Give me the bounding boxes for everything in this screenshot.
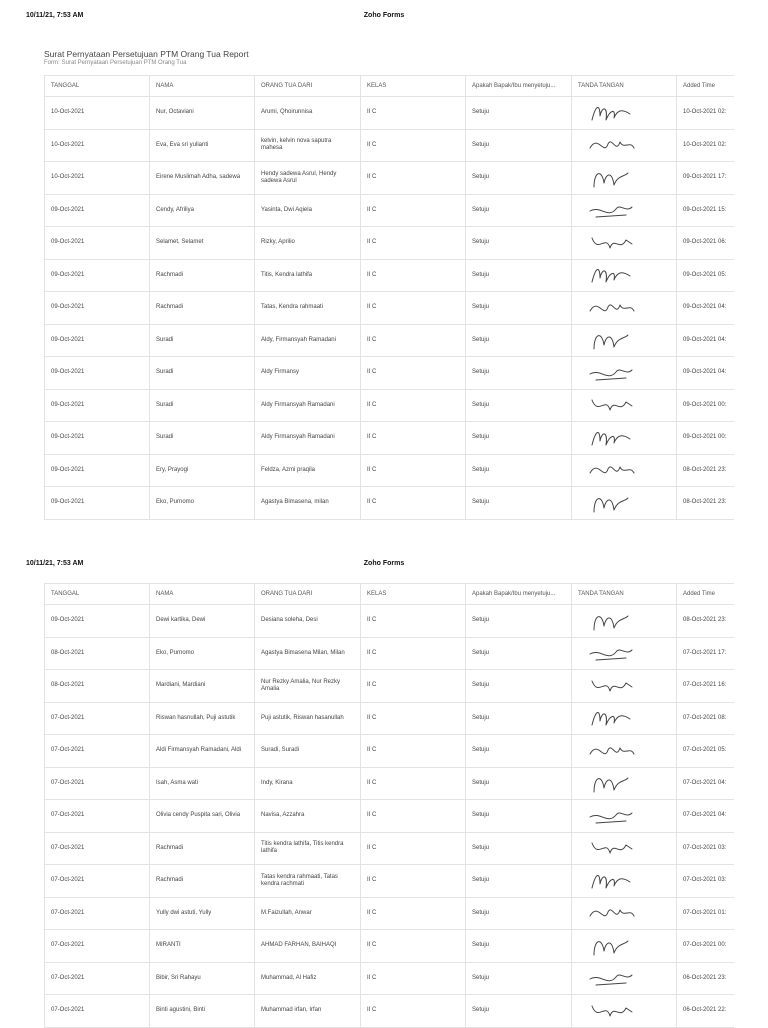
signature-image <box>586 868 638 894</box>
report-table-wrap <box>44 75 734 520</box>
table-row <box>45 930 735 963</box>
cell-orang-tua: Agastya Bimasena, milan <box>255 487 361 520</box>
table-row <box>45 97 735 130</box>
cell-kelas: II C <box>361 670 466 703</box>
table-row <box>45 292 735 325</box>
cell-tanda-tangan <box>572 324 677 357</box>
signature-image <box>586 803 638 829</box>
table-body <box>45 97 735 520</box>
report-table <box>44 75 734 520</box>
cell-nama: Binti agustini, Binti <box>150 995 255 1028</box>
cell-orang-tua: Agastya Bimasena Milan, Milan <box>255 637 361 670</box>
cell-tanggal: 08-Oct-2021 <box>45 670 150 703</box>
cell-persetujuan: Setuju <box>466 735 572 768</box>
cell-added-time: 07-Oct-2021 05: <box>677 735 735 768</box>
cell-tanda-tangan <box>572 832 677 865</box>
cell-kelas: II C <box>361 324 466 357</box>
cell-added-time: 09-Oct-2021 04: <box>677 292 735 325</box>
cell-tanggal: 09-Oct-2021 <box>45 422 150 455</box>
col-header-kelas: KELAS <box>361 76 466 97</box>
cell-persetujuan: Setuju <box>466 227 572 260</box>
table-row <box>45 227 735 260</box>
table-body <box>45 605 735 1028</box>
cell-persetujuan: Setuju <box>466 389 572 422</box>
cell-orang-tua: Aldy Firmansyah Ramadani <box>255 422 361 455</box>
cell-nama: Dewi kartika, Dewi <box>150 605 255 638</box>
header-row <box>45 584 735 605</box>
cell-added-time: 10-Oct-2021 02: <box>677 129 735 162</box>
cell-tanda-tangan <box>572 865 677 898</box>
signature-image <box>586 425 638 451</box>
cell-orang-tua: Indy, Kirana <box>255 767 361 800</box>
cell-added-time: 09-Oct-2021 15: <box>677 194 735 227</box>
header-row <box>45 76 735 97</box>
cell-added-time: 08-Oct-2021 23: <box>677 605 735 638</box>
cell-persetujuan: Setuju <box>466 454 572 487</box>
cell-orang-tua: Titis, Kendra lathifa <box>255 259 361 292</box>
cell-kelas: II C <box>361 767 466 800</box>
cell-persetujuan: Setuju <box>466 897 572 930</box>
cell-kelas: II C <box>361 735 466 768</box>
cell-tanda-tangan <box>572 897 677 930</box>
cell-orang-tua: Navisa, Azzahra <box>255 800 361 833</box>
cell-tanggal: 10-Oct-2021 <box>45 162 150 195</box>
col-header-orang-tua: ORANG TUA DARI <box>255 76 361 97</box>
cell-nama: Cendy, Afriliya <box>150 194 255 227</box>
col-header-tanda-tangan: TANDA TANGAN <box>572 584 677 605</box>
cell-kelas: II C <box>361 897 466 930</box>
table-row <box>45 259 735 292</box>
cell-kelas: II C <box>361 259 466 292</box>
col-header-added-time: Added Time <box>677 584 735 605</box>
cell-tanda-tangan <box>572 129 677 162</box>
signature-image <box>586 100 638 126</box>
cell-tanggal: 09-Oct-2021 <box>45 487 150 520</box>
cell-tanggal: 09-Oct-2021 <box>45 259 150 292</box>
cell-persetujuan: Setuju <box>466 194 572 227</box>
cell-kelas: II C <box>361 129 466 162</box>
table-row <box>45 454 735 487</box>
signature-image <box>586 197 638 223</box>
col-header-nama: NAMA <box>150 76 255 97</box>
cell-persetujuan: Setuju <box>466 259 572 292</box>
signature-image <box>586 490 638 516</box>
cell-persetujuan: Setuju <box>466 129 572 162</box>
cell-kelas: II C <box>361 865 466 898</box>
report-table <box>44 583 734 1028</box>
table-row <box>45 962 735 995</box>
cell-added-time: 07-Oct-2021 16: <box>677 670 735 703</box>
form-name: Surat Pernyataan Persetujuan PTM Orang Tua <box>61 60 187 66</box>
cell-added-time: 07-Oct-2021 04: <box>677 800 735 833</box>
table-header <box>45 76 735 97</box>
cell-nama: Nur, Octaviani <box>150 97 255 130</box>
signature-image <box>586 770 638 796</box>
table-row <box>45 129 735 162</box>
cell-persetujuan: Setuju <box>466 962 572 995</box>
table-row <box>45 389 735 422</box>
table-row <box>45 422 735 455</box>
cell-persetujuan: Setuju <box>466 487 572 520</box>
col-header-nama: NAMA <box>150 584 255 605</box>
signature-image <box>586 295 638 321</box>
cell-kelas: II C <box>361 292 466 325</box>
cell-added-time: 07-Oct-2021 03: <box>677 865 735 898</box>
cell-kelas: II C <box>361 389 466 422</box>
table-row <box>45 897 735 930</box>
cell-persetujuan: Setuju <box>466 605 572 638</box>
cell-added-time: 07-Oct-2021 17: <box>677 637 735 670</box>
cell-tanda-tangan <box>572 800 677 833</box>
cell-tanggal: 09-Oct-2021 <box>45 389 150 422</box>
signature-image <box>586 165 638 191</box>
cell-tanda-tangan <box>572 637 677 670</box>
cell-tanda-tangan <box>572 670 677 703</box>
table-row <box>45 162 735 195</box>
cell-tanda-tangan <box>572 995 677 1028</box>
cell-orang-tua: AHMAD FARHAN, BAIHAQI <box>255 930 361 963</box>
cell-tanggal: 09-Oct-2021 <box>45 194 150 227</box>
signature-image <box>586 738 638 764</box>
table-row <box>45 605 735 638</box>
cell-persetujuan: Setuju <box>466 292 572 325</box>
cell-tanggal: 09-Oct-2021 <box>45 227 150 260</box>
cell-nama: Rachmadi <box>150 259 255 292</box>
cell-tanggal: 08-Oct-2021 <box>45 637 150 670</box>
cell-persetujuan: Setuju <box>466 702 572 735</box>
col-header-tanggal: TANGGAL <box>45 76 150 97</box>
cell-tanda-tangan <box>572 227 677 260</box>
cell-tanggal: 07-Oct-2021 <box>45 897 150 930</box>
signature-image <box>586 900 638 926</box>
table-row <box>45 800 735 833</box>
cell-nama: Suradi <box>150 357 255 390</box>
cell-tanggal: 10-Oct-2021 <box>45 129 150 162</box>
cell-orang-tua: Arumi, Qhoirunnisa <box>255 97 361 130</box>
cell-tanda-tangan <box>572 97 677 130</box>
cell-tanda-tangan <box>572 605 677 638</box>
signature-image <box>586 705 638 731</box>
table-row <box>45 194 735 227</box>
cell-added-time: 07-Oct-2021 04: <box>677 767 735 800</box>
signature-image <box>586 673 638 699</box>
cell-nama: Olivia cendy Puspita sari, Olivia <box>150 800 255 833</box>
signature-image <box>586 132 638 158</box>
signature-image <box>586 457 638 483</box>
cell-persetujuan: Setuju <box>466 357 572 390</box>
cell-kelas: II C <box>361 637 466 670</box>
cell-orang-tua: Muhammad, Al Hafiz <box>255 962 361 995</box>
cell-orang-tua: Hendy sadewa Asrul, Hendy sadewa Asrul <box>255 162 361 195</box>
cell-tanggal: 07-Oct-2021 <box>45 865 150 898</box>
cell-persetujuan: Setuju <box>466 995 572 1028</box>
cell-added-time: 09-Oct-2021 06: <box>677 227 735 260</box>
cell-added-time: 09-Oct-2021 05: <box>677 259 735 292</box>
cell-nama: Suradi <box>150 324 255 357</box>
cell-kelas: II C <box>361 487 466 520</box>
cell-orang-tua: Feldza, Azmi praqila <box>255 454 361 487</box>
cell-orang-tua: Aldy, Firmansyah Ramadani <box>255 324 361 357</box>
report-table-wrap <box>44 583 734 1028</box>
cell-persetujuan: Setuju <box>466 324 572 357</box>
cell-kelas: II C <box>361 702 466 735</box>
cell-orang-tua: Desiana soleha, Desi <box>255 605 361 638</box>
form-label: Form: <box>44 60 60 66</box>
cell-persetujuan: Setuju <box>466 422 572 455</box>
report-form-line <box>44 60 186 66</box>
cell-kelas: II C <box>361 227 466 260</box>
signature-image <box>586 608 638 634</box>
cell-kelas: II C <box>361 97 466 130</box>
cell-added-time: 09-Oct-2021 17: <box>677 162 735 195</box>
cell-nama: Aldi Firmansyah Ramadani, Aldi <box>150 735 255 768</box>
print-header-app: Zoho Forms <box>363 12 405 19</box>
cell-tanggal: 07-Oct-2021 <box>45 767 150 800</box>
cell-tanggal: 09-Oct-2021 <box>45 357 150 390</box>
cell-tanda-tangan <box>572 735 677 768</box>
signature-image <box>586 262 638 288</box>
cell-added-time: 08-Oct-2021 23: <box>677 487 735 520</box>
cell-orang-tua: Tatas kendra rahmaati, Tatas kendra rachmati <box>255 865 361 898</box>
signature-image <box>586 998 638 1024</box>
table-header <box>45 584 735 605</box>
col-header-persetujuan: Apakah Bapak/Ibu menyetuju... <box>466 584 572 605</box>
cell-kelas: II C <box>361 605 466 638</box>
cell-kelas: II C <box>361 832 466 865</box>
cell-tanggal: 07-Oct-2021 <box>45 702 150 735</box>
table-row <box>45 865 735 898</box>
signature-image <box>586 835 638 861</box>
cell-nama: Eko, Purnomo <box>150 487 255 520</box>
cell-nama: Mardiani, Mardiani <box>150 670 255 703</box>
print-header-date: 10/11/21, 7:53 AM <box>26 12 84 19</box>
cell-persetujuan: Setuju <box>466 637 572 670</box>
cell-persetujuan: Setuju <box>466 800 572 833</box>
cell-added-time: 07-Oct-2021 03: <box>677 832 735 865</box>
col-header-kelas: KELAS <box>361 584 466 605</box>
cell-kelas: II C <box>361 800 466 833</box>
cell-tanggal: 09-Oct-2021 <box>45 605 150 638</box>
cell-nama: Yully dwi astuti, Yully <box>150 897 255 930</box>
cell-kelas: II C <box>361 162 466 195</box>
cell-tanda-tangan <box>572 292 677 325</box>
cell-kelas: II C <box>361 422 466 455</box>
cell-tanda-tangan <box>572 962 677 995</box>
table-row <box>45 995 735 1028</box>
cell-nama: Isah, Asma wati <box>150 767 255 800</box>
cell-orang-tua: Puji astutik, Riswan hasanullah <box>255 702 361 735</box>
table-row <box>45 637 735 670</box>
cell-tanggal: 07-Oct-2021 <box>45 962 150 995</box>
cell-kelas: II C <box>361 995 466 1028</box>
cell-orang-tua: Nur Rezky Amalia, Nur Rezky Amalia <box>255 670 361 703</box>
col-header-orang-tua: ORANG TUA DARI <box>255 584 361 605</box>
print-page-2 <box>0 548 768 1024</box>
cell-added-time: 07-Oct-2021 08: <box>677 702 735 735</box>
table-row <box>45 357 735 390</box>
signature-image <box>586 327 638 353</box>
table-row <box>45 487 735 520</box>
col-header-persetujuan: Apakah Bapak/Ibu menyetuju... <box>466 76 572 97</box>
print-header-date: 10/11/21, 7:53 AM <box>26 560 84 567</box>
cell-kelas: II C <box>361 357 466 390</box>
table-row <box>45 702 735 735</box>
cell-orang-tua: Yasinta, Dwi Aqiela <box>255 194 361 227</box>
cell-persetujuan: Setuju <box>466 832 572 865</box>
cell-persetujuan: Setuju <box>466 767 572 800</box>
signature-image <box>586 933 638 959</box>
cell-nama: Selamet, Selamet <box>150 227 255 260</box>
cell-added-time: 10-Oct-2021 02: <box>677 97 735 130</box>
cell-orang-tua: Aldy Firmansy <box>255 357 361 390</box>
cell-orang-tua: Muhammad irfan, Irfan <box>255 995 361 1028</box>
cell-persetujuan: Setuju <box>466 162 572 195</box>
print-header <box>0 12 768 24</box>
cell-tanggal: 07-Oct-2021 <box>45 930 150 963</box>
cell-orang-tua: Titis kendra lathifa, Titis kendra lathifa <box>255 832 361 865</box>
cell-nama: Bibir, Sri Rahayu <box>150 962 255 995</box>
cell-nama: MIRANTI <box>150 930 255 963</box>
cell-kelas: II C <box>361 930 466 963</box>
cell-nama: Riswan hasnullah, Puji astutik <box>150 702 255 735</box>
report-title: Surat Pernyataan Persetujuan PTM Orang Tua Report <box>44 49 249 59</box>
cell-kelas: II C <box>361 194 466 227</box>
cell-added-time: 06-Oct-2021 23: <box>677 962 735 995</box>
cell-persetujuan: Setuju <box>466 670 572 703</box>
signature-image <box>586 640 638 666</box>
cell-orang-tua: Rizky, Aprilio <box>255 227 361 260</box>
col-header-added-time: Added Time <box>677 76 735 97</box>
cell-added-time: 09-Oct-2021 04: <box>677 357 735 390</box>
cell-tanggal: 09-Oct-2021 <box>45 454 150 487</box>
cell-tanda-tangan <box>572 357 677 390</box>
cell-orang-tua: Suradi, Suradi <box>255 735 361 768</box>
cell-added-time: 09-Oct-2021 04: <box>677 324 735 357</box>
cell-persetujuan: Setuju <box>466 97 572 130</box>
cell-orang-tua: Aldy Firmansyah Ramadani <box>255 389 361 422</box>
cell-tanggal: 10-Oct-2021 <box>45 97 150 130</box>
cell-tanggal: 09-Oct-2021 <box>45 324 150 357</box>
table-row <box>45 832 735 865</box>
cell-persetujuan: Setuju <box>466 865 572 898</box>
cell-added-time: 07-Oct-2021 00: <box>677 930 735 963</box>
cell-tanggal: 07-Oct-2021 <box>45 800 150 833</box>
print-header <box>0 560 768 572</box>
cell-tanggal: 07-Oct-2021 <box>45 995 150 1028</box>
cell-tanda-tangan <box>572 767 677 800</box>
cell-added-time: 09-Oct-2021 00: <box>677 389 735 422</box>
cell-nama: Eirene Muslimah Adha, sadewa <box>150 162 255 195</box>
table-row <box>45 324 735 357</box>
signature-image <box>586 965 638 991</box>
cell-nama: Suradi <box>150 389 255 422</box>
cell-tanda-tangan <box>572 702 677 735</box>
cell-added-time: 07-Oct-2021 01: <box>677 897 735 930</box>
table-row <box>45 767 735 800</box>
cell-nama: Rachmadi <box>150 832 255 865</box>
cell-orang-tua: M.Faizullah, Anwar <box>255 897 361 930</box>
cell-tanda-tangan <box>572 930 677 963</box>
cell-tanda-tangan <box>572 422 677 455</box>
cell-tanda-tangan <box>572 194 677 227</box>
col-header-tanggal: TANGGAL <box>45 584 150 605</box>
cell-tanda-tangan <box>572 162 677 195</box>
cell-tanda-tangan <box>572 487 677 520</box>
cell-kelas: II C <box>361 962 466 995</box>
table-row <box>45 670 735 703</box>
cell-nama: Eva, Eva sri yulianti <box>150 129 255 162</box>
table-row <box>45 735 735 768</box>
signature-image <box>586 230 638 256</box>
cell-kelas: II C <box>361 454 466 487</box>
cell-nama: Suradi <box>150 422 255 455</box>
print-header-app: Zoho Forms <box>363 560 405 567</box>
signature-image <box>586 392 638 418</box>
cell-nama: Rachmadi <box>150 292 255 325</box>
cell-tanda-tangan <box>572 389 677 422</box>
cell-persetujuan: Setuju <box>466 930 572 963</box>
cell-nama: Eko, Purnomo <box>150 637 255 670</box>
cell-nama: Ery, Prayogi <box>150 454 255 487</box>
cell-added-time: 08-Oct-2021 23: <box>677 454 735 487</box>
cell-tanggal: 07-Oct-2021 <box>45 735 150 768</box>
cell-tanda-tangan <box>572 454 677 487</box>
cell-tanda-tangan <box>572 259 677 292</box>
cell-tanggal: 09-Oct-2021 <box>45 292 150 325</box>
cell-orang-tua: Tatas, Kendra rahmaati <box>255 292 361 325</box>
cell-tanggal: 07-Oct-2021 <box>45 832 150 865</box>
cell-nama: Rachmadi <box>150 865 255 898</box>
cell-added-time: 09-Oct-2021 00: <box>677 422 735 455</box>
signature-image <box>586 360 638 386</box>
col-header-tanda-tangan: TANDA TANGAN <box>572 76 677 97</box>
cell-orang-tua: kelvin, kelvin nova saputra mahesa <box>255 129 361 162</box>
cell-added-time: 06-Oct-2021 22: <box>677 995 735 1028</box>
